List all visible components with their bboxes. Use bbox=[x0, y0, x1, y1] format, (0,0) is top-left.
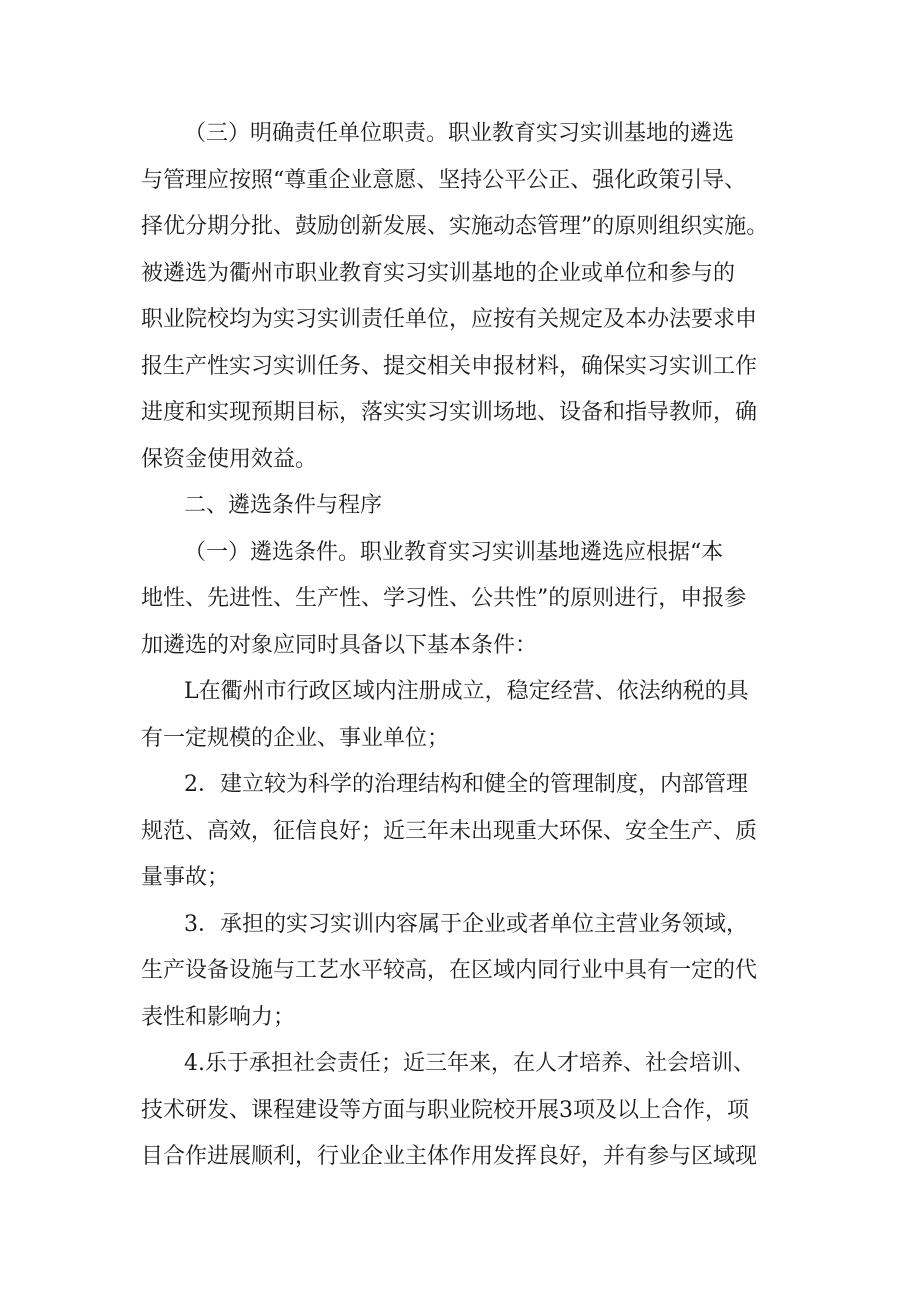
paragraph-3-line-5: 职业院校均为实习实训责任单位，应按有关规定及本办法要求申 bbox=[141, 307, 758, 332]
condition-4-line-3: 目合作进展顺利，行业企业主体作用发挥良好，并有参与区域现 bbox=[141, 1144, 758, 1169]
condition-2-line-3: 量事故； bbox=[141, 865, 230, 890]
condition-1-line-1: L在衢州市行政区域内注册成立，稳定经营、依法纳税的具 bbox=[184, 679, 749, 704]
condition-3-line-3: 表性和影响力； bbox=[141, 1004, 296, 1030]
paragraph-selection-conditions-line-3: 加遴选的对象应同时具备以下基本条件： bbox=[141, 632, 538, 658]
condition-3-line-1: 3．承担的实习实训内容属于企业或者单位主营业务领域， bbox=[184, 911, 748, 937]
paragraph-3-line-3: 择优分期分批、鼓励创新发展、实施动态管理”的原则组织实施。 bbox=[141, 214, 769, 239]
condition-4-line-2: 技术研发、课程建设等方面与职业院校开展3项及以上合作，项 bbox=[141, 1097, 749, 1123]
paragraph-3-line-6: 报生产性实习实训任务、提交相关申报材料，确保实习实训工作 bbox=[141, 353, 758, 379]
document-body bbox=[141, 111, 841, 1181]
condition-3-line-2: 生产设备设施与工艺水平较高，在区域内同行业中具有一定的代 bbox=[141, 958, 758, 983]
paragraph-3-line-8: 保资金使用效益。 bbox=[141, 446, 318, 472]
condition-2-line-2: 规范、高效，征信良好；近三年未出现重大环保、安全生产、质 bbox=[141, 818, 758, 844]
condition-1-line-2: 有一定规模的企业、事业单位； bbox=[141, 725, 450, 751]
paragraph-selection-conditions-line-1: （一）遴选条件。职业教育实习实训基地遴选应根据“本 bbox=[184, 539, 724, 565]
condition-2-line-1: 2．建立较为科学的治理结构和健全的管理制度，内部管理 bbox=[184, 772, 748, 797]
section-heading-2: 二、遴选条件与程序 bbox=[184, 493, 383, 518]
paragraph-selection-conditions-line-2: 地性、先进性、生产性、学习性、公共性”的原则进行，申报参 bbox=[141, 586, 747, 611]
paragraph-3-line-2: 与管理应按照“尊重企业意愿、坚持公平公正、强化政策引导、 bbox=[141, 167, 747, 193]
condition-4-line-1: 4.乐于承担社会责任；近三年来，在人才培养、社会培训、 bbox=[184, 1051, 755, 1076]
paragraph-3-line-1: （三）明确责任单位职责。职业教育实习实训基地的遴选 bbox=[184, 121, 735, 146]
paragraph-3-line-4: 被遴选为衢州市职业教育实习实训基地的企业或单位和参与的 bbox=[141, 260, 736, 286]
paragraph-3-line-7: 进度和实现预期目标，落实实习实训场地、设备和指导教师，确 bbox=[141, 400, 758, 425]
